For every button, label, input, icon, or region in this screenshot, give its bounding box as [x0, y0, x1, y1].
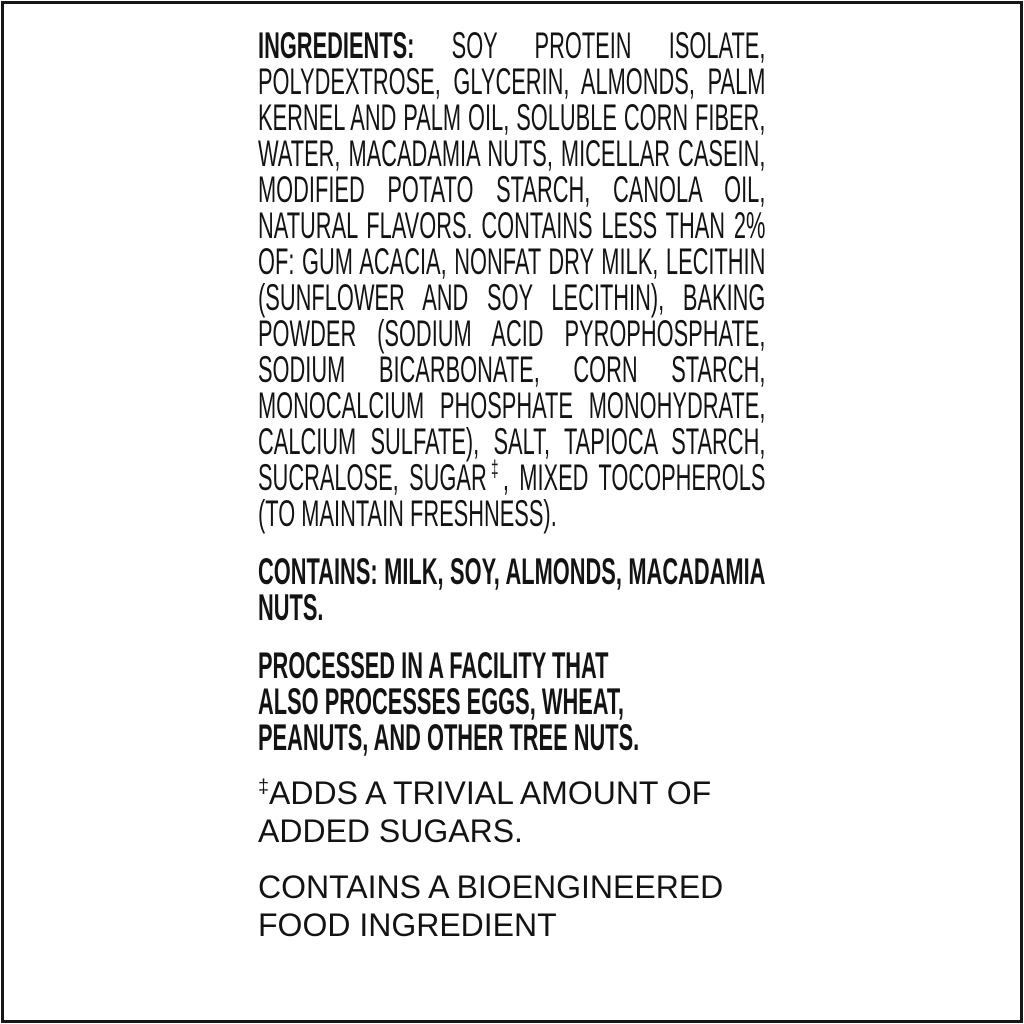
allergen-statement: CONTAINS: MILK, SOY, ALMONDS, MACADAMIA NUTS.	[258, 551, 766, 628]
ingredients-list-part2: , MIXED TOCOPHEROLS (TO MAINTAIN FRESHNESS).	[258, 457, 766, 534]
bioengineered-statement: CONTAINS A BIOENGINEERED FOOD INGREDIENT	[258, 869, 724, 943]
footnote-dagger-symbol: ‡	[258, 775, 270, 798]
ingredients-label	[258, 25, 768, 944]
sugar-dagger-symbol: ‡	[486, 455, 503, 482]
added-sugars-footnote-text: ADDS A TRIVIAL AMOUNT OF ADDED SUGARS.	[258, 775, 712, 849]
ingredients-heading: INGREDIENTS:	[258, 25, 415, 66]
facility-statement: PROCESSED IN A FACILITY THAT ALSO PROCESSES EGGS, WHEAT, PEANUTS, AND OTHER TREE NUTS.	[258, 645, 640, 758]
added-sugars-footnote	[258, 774, 763, 850]
ingredients-statement	[258, 25, 766, 534]
ingredients-list-part1: SOY PROTEIN ISOLATE, POLYDEXTROSE, GLYCERIN, ALMONDS, PALM KERNEL AND PALM OIL, SOLUBLE CORN FIBER, WATER, MACADAMIA NUTS, MICELLAR CASEIN, MODIFIED POTATO STARCH, CANOLA OIL, NATURAL FLAVORS. CONTAINS LESS THAN 2% OF: GUM ACACIA, NONFAT DRY MILK, LECITHIN (SUNFLOWER AND SOY LECITHIN), BAKING POWDER (SODIUM ACID PYROPHOSPHATE, SODIUM BICARBONATE, CORN STARCH, MONOCALCIUM PHOSPHATE MONOHYDRATE, CALCIUM SULFATE), SALT, TAPIOCA STARCH, SUCRALOSE, SUGAR	[258, 25, 766, 498]
condensed-text-block	[258, 25, 766, 758]
